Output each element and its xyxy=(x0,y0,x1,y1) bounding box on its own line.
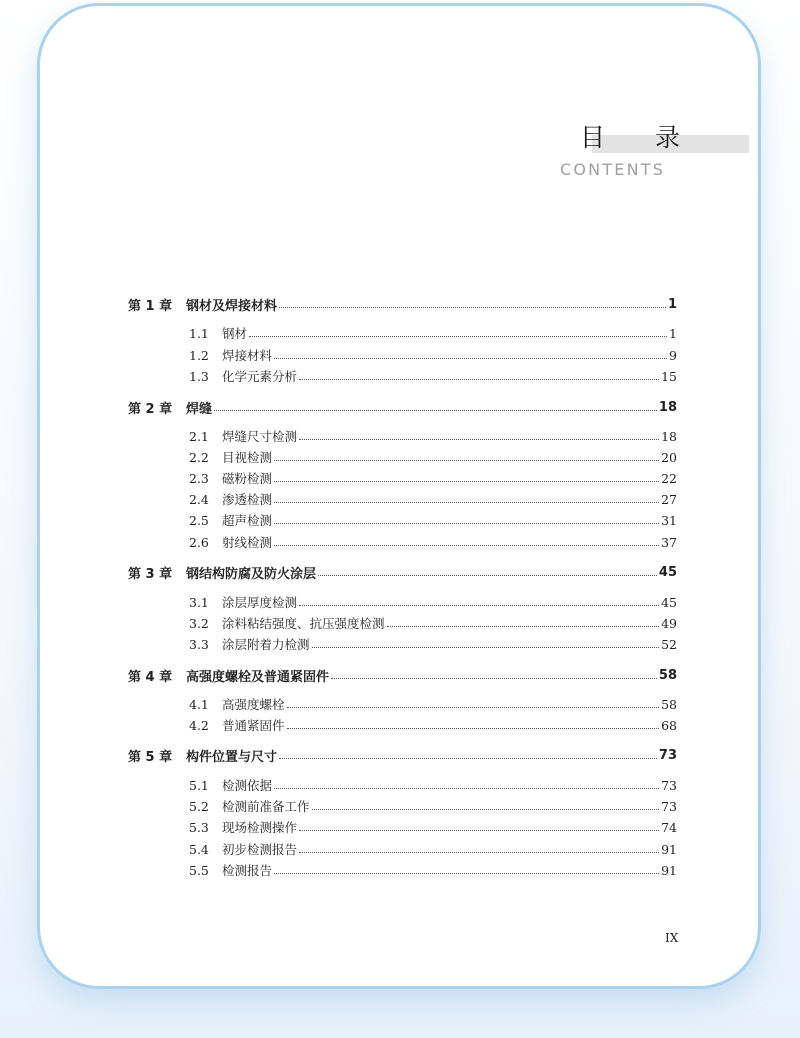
toc-entry-number: 3.3 xyxy=(189,636,209,652)
toc-dot-leader xyxy=(299,604,659,606)
toc-entry-number: 2.3 xyxy=(189,470,209,486)
toc-section-row xyxy=(189,775,677,795)
toc-entry-number: 2.6 xyxy=(189,534,209,550)
toc-entry-number: 第 1 章 xyxy=(128,298,173,314)
page-title-char-1: 目 xyxy=(580,123,606,152)
toc-section-row xyxy=(189,447,677,467)
toc-dot-leader xyxy=(274,501,659,503)
toc-entry-page: 73 xyxy=(661,777,677,793)
toc-dot-leader xyxy=(299,851,659,853)
toc-dot-leader xyxy=(312,808,660,810)
toc-entry-number: 5.5 xyxy=(189,862,209,878)
toc-dot-leader xyxy=(299,378,659,380)
toc-entry-page: 58 xyxy=(661,696,677,712)
toc-dot-leader xyxy=(331,677,657,679)
toc-entry-number: 1.1 xyxy=(189,325,209,341)
toc-entry-page: 37 xyxy=(661,534,677,550)
toc-entry-title: 构件位置与尺寸 xyxy=(186,749,278,765)
toc-dot-leader xyxy=(287,727,660,729)
toc-dot-leader xyxy=(279,306,666,308)
toc-dot-leader xyxy=(274,480,659,482)
toc-entry-title: 普通紧固件 xyxy=(222,718,285,733)
toc-entry-title: 涂层厚度检测 xyxy=(222,595,298,610)
toc-dot-leader xyxy=(274,544,659,546)
toc-entry-title: 超声检测 xyxy=(222,513,273,528)
page-title-char-2: 录 xyxy=(654,123,680,152)
page-title xyxy=(580,118,680,154)
toc-dot-leader xyxy=(312,646,660,648)
toc-entry-page: 58 xyxy=(658,667,677,683)
toc-entry-title: 钢结构防腐及防火涂层 xyxy=(186,566,317,582)
toc-dot-leader xyxy=(214,409,657,411)
toc-section-row xyxy=(189,426,677,446)
toc-dot-leader xyxy=(287,706,660,708)
toc-entry-page: 49 xyxy=(661,615,677,631)
toc-entry-number: 第 5 章 xyxy=(128,749,173,765)
toc-dot-leader xyxy=(274,357,667,359)
toc-entry-title: 初步检测报告 xyxy=(222,842,298,857)
toc-chapter-row xyxy=(128,294,677,314)
toc-dot-leader xyxy=(279,757,657,759)
toc-entry-number: 1.3 xyxy=(189,368,209,384)
toc-entry-number: 5.1 xyxy=(189,777,209,793)
toc-entry-page: 22 xyxy=(661,470,677,486)
toc-entry-title: 渗透检测 xyxy=(222,492,273,507)
page-subtitle: CONTENTS xyxy=(560,160,666,179)
toc-entry-title: 检测前准备工作 xyxy=(222,799,310,814)
toc-entry-number: 4.1 xyxy=(189,696,209,712)
toc-entry-number: 5.4 xyxy=(189,841,209,857)
toc-entry-title: 钢材及焊接材料 xyxy=(186,298,278,314)
toc-section-row xyxy=(189,634,677,654)
toc-section-row xyxy=(189,510,677,530)
toc-dot-leader xyxy=(274,459,659,461)
toc-entry-number: 3.2 xyxy=(189,615,209,631)
toc-entry-page: 18 xyxy=(658,399,677,415)
toc-entry-page: 1 xyxy=(669,325,677,341)
toc-entry-page: 45 xyxy=(658,564,677,580)
toc-entry-number: 第 4 章 xyxy=(128,669,173,685)
toc-entry-number: 2.5 xyxy=(189,512,209,528)
toc-entry-number: 5.3 xyxy=(189,819,209,835)
toc-section-row xyxy=(189,323,677,343)
toc-section-row xyxy=(189,817,677,837)
toc-dot-leader xyxy=(274,787,659,789)
toc-entry-number: 第 3 章 xyxy=(128,566,173,582)
toc-section-row xyxy=(189,345,677,365)
toc-entry-title: 化学元素分析 xyxy=(222,369,298,384)
toc-section-row xyxy=(189,532,677,552)
toc-entry-number: 3.1 xyxy=(189,594,209,610)
toc-entry-number: 第 2 章 xyxy=(128,401,173,417)
toc-entry-title: 焊接材料 xyxy=(222,348,273,363)
toc-entry-page: 52 xyxy=(661,636,677,652)
toc-entry-page: 73 xyxy=(661,798,677,814)
toc-dot-leader xyxy=(274,872,659,874)
toc-entry-page: 45 xyxy=(661,594,677,610)
toc-entry-title: 涂层附着力检测 xyxy=(222,637,310,652)
toc-section-row xyxy=(189,366,677,386)
toc-entry-page: 31 xyxy=(661,512,677,528)
toc-chapter-row xyxy=(128,665,677,685)
toc-entry-number: 2.4 xyxy=(189,491,209,507)
toc-entry-page: 74 xyxy=(661,819,677,835)
toc-entry-page: 91 xyxy=(661,862,677,878)
toc-entry-page: 1 xyxy=(667,296,677,312)
toc-entry-title: 检测依据 xyxy=(222,778,273,793)
toc-section-row xyxy=(189,860,677,880)
toc-entry-title: 高强度螺栓及普通紧固件 xyxy=(186,669,330,685)
toc-dot-leader xyxy=(387,625,660,627)
toc-section-row xyxy=(189,839,677,859)
toc-entry-title: 目视检测 xyxy=(222,450,273,465)
toc-entry-title: 射线检测 xyxy=(222,535,273,550)
toc-entry-page: 15 xyxy=(661,368,677,384)
toc-entry-page: 20 xyxy=(661,449,677,465)
toc-entry-number: 4.2 xyxy=(189,717,209,733)
toc-chapter-row xyxy=(128,562,677,582)
toc-entry-title: 检测报告 xyxy=(222,863,273,878)
toc-dot-leader xyxy=(299,438,659,440)
toc-section-row xyxy=(189,613,677,633)
toc-chapter-row xyxy=(128,745,677,765)
toc-section-row xyxy=(189,592,677,612)
toc-entry-page: 73 xyxy=(658,747,677,763)
toc-entry-number: 5.2 xyxy=(189,798,209,814)
toc-entry-page: 68 xyxy=(661,717,677,733)
toc-section-row xyxy=(189,796,677,816)
toc-entry-page: 91 xyxy=(661,841,677,857)
toc-dot-leader xyxy=(318,574,657,576)
toc-dot-leader xyxy=(249,335,667,337)
toc-entry-page: 9 xyxy=(669,347,677,363)
toc-chapter-row xyxy=(128,397,677,417)
toc-dot-leader xyxy=(274,522,659,524)
toc-entry-title: 磁粉检测 xyxy=(222,471,273,486)
toc-section-row xyxy=(189,694,677,714)
toc-entry-title: 现场检测操作 xyxy=(222,820,298,835)
toc-entry-title: 涂料粘结强度、抗压强度检测 xyxy=(222,616,385,631)
toc-entry-number: 2.2 xyxy=(189,449,209,465)
toc-entry-title: 高强度螺栓 xyxy=(222,697,285,712)
toc-entry-number: 1.2 xyxy=(189,347,209,363)
toc-entry-title: 焊缝尺寸检测 xyxy=(222,429,298,444)
toc-entry-title: 钢材 xyxy=(222,326,248,341)
toc-section-row xyxy=(189,489,677,509)
toc-section-row xyxy=(189,468,677,488)
toc-entry-title: 焊缝 xyxy=(186,401,213,417)
toc-entry-page: 27 xyxy=(661,491,677,507)
toc-entry-page: 18 xyxy=(661,428,677,444)
page-number: IX xyxy=(665,931,679,945)
toc-section-row xyxy=(189,715,677,735)
toc-entry-number: 2.1 xyxy=(189,428,209,444)
toc-dot-leader xyxy=(299,829,659,831)
